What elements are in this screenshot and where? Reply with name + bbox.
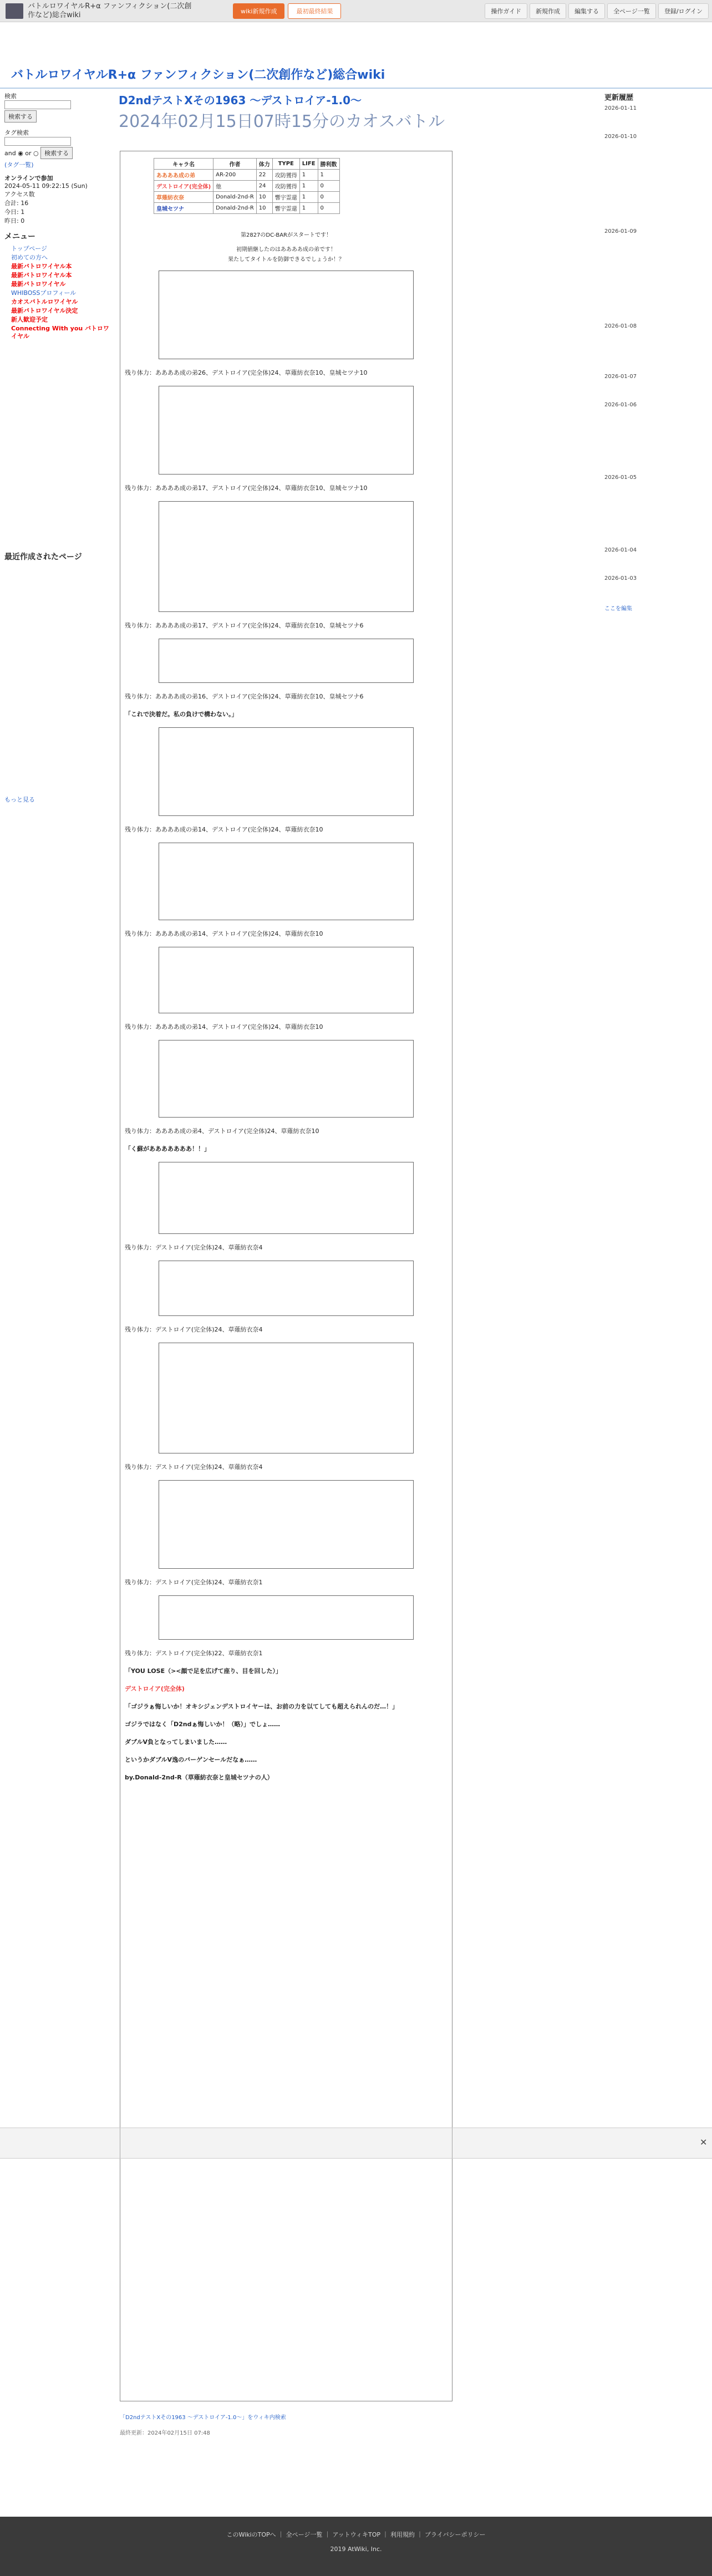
table-row: 草薙紡衣奈 Donald-2nd-R 10 響宇霊還 1 0 <box>154 192 340 203</box>
history-date: 2026-01-09 <box>604 228 637 234</box>
history-date: 2026-01-05 <box>604 475 637 481</box>
history-date: 2026-01-08 <box>604 323 637 329</box>
all-pages-button[interactable]: 全ページ一覧 <box>607 3 656 19</box>
update-history-title: 更新履歴 <box>604 94 634 102</box>
hp-status: 残り体力：ああああ成の弟14、デストロイア(完全体)24、草薙紡衣奈10 <box>125 826 323 833</box>
table-row: 皇城セツナ Donald-2nd-R 10 響宇霊還 1 0 <box>154 203 340 214</box>
hp-status: 残り体力：ああああ成の弟17、デストロイア(完全体)24、草薙紡衣奈10、皇城セツナ10 <box>125 484 368 492</box>
history-date: 2026-01-03 <box>604 575 637 581</box>
menu-item-latest-2[interactable]: 最新バトロワイヤル本 <box>11 272 72 279</box>
cat-quote: 「く蘇があああああああ！！」 <box>125 1145 210 1152</box>
menu-item-latest-1[interactable]: 最新バトロワイヤル本 <box>11 263 72 270</box>
last-updated: 最終更新：2024年02月15日 07:48 <box>120 2430 210 2436</box>
hp-status: 残り体力：ああああ成の弟16、デストロイア(完全体)24、草薙紡衣奈10、皇城セツナ6 <box>125 693 364 700</box>
hp-status: 残り体力：デストロイア(完全体)22、草薙紡衣奈1 <box>125 1650 263 1657</box>
menu-item-chaos[interactable]: カオスバトルロワイヤル <box>11 298 78 305</box>
col-type: TYPE <box>272 159 299 170</box>
footer-link-all-pages[interactable]: 全ページ一覧 <box>286 2531 323 2538</box>
menu-item-profile[interactable]: WHIBOSSプロフィール <box>11 289 77 297</box>
footer-link-terms[interactable]: 利用規約 <box>390 2531 415 2538</box>
table-row: ああああ成の弟 AR-200 22 攻防獲得 1 1 <box>154 170 340 181</box>
col-character: キャラ名 <box>154 159 213 170</box>
new-wiki-button[interactable]: wiki新規作成 <box>233 3 284 19</box>
battle-turn <box>159 1343 414 1453</box>
battle-log <box>120 151 452 2401</box>
tag-and-option[interactable]: and <box>4 150 16 157</box>
hp-status: 残り体力：ああああ成の弟26、デストロイア(完全体)24、草薙紡衣奈10、皇城セツナ10 <box>125 369 368 376</box>
login-button[interactable]: 登録/ログイン <box>658 3 709 19</box>
main-content <box>115 91 593 132</box>
table-row: デストロイア(完全体) 他 24 攻防獲得 1 0 <box>154 181 340 192</box>
hp-status: 残り体力：ああああ成の弟17、デストロイア(完全体)24、草薙紡衣奈10、皇城セツナ6 <box>125 622 364 629</box>
wiki-search-link[interactable]: 「D2ndテストXその1963 ～デストロイア-1.0～」をウィキ内検索 <box>120 2415 286 2421</box>
history-date: 2026-01-10 <box>604 134 637 140</box>
hp-status: 残り体力：デストロイア(完全体)24、草薙紡衣奈4 <box>125 1463 263 1471</box>
battle-turn <box>159 501 414 612</box>
new-page-button[interactable]: 新規作成 <box>530 3 566 19</box>
edit-button[interactable]: 編集する <box>568 3 605 19</box>
menu-item-top[interactable]: トップページ <box>11 245 48 252</box>
tag-or-option[interactable]: or <box>25 150 32 157</box>
history-date: 2026-01-07 <box>604 374 637 380</box>
site-title[interactable]: バトルロワイヤルR+α ファンフィクション(二次創作など)総合wiki <box>11 68 385 82</box>
battle-turn <box>159 947 414 1013</box>
close-icon[interactable]: ✕ <box>700 2137 708 2147</box>
access-today: 今日: 1 <box>4 208 25 216</box>
battle-turn <box>159 1595 414 1640</box>
menu-item-connecting[interactable]: Connecting With you バトロワイヤル <box>11 325 109 340</box>
hp-status: 残り体力：ああああ成の弟14、デストロイア(完全体)24、草薙紡衣奈10 <box>125 930 323 937</box>
battle-turn <box>159 1162 414 1234</box>
battle-turn <box>159 1040 414 1118</box>
intro: 第2827のDC-BARがスタートです！ 初期値継したのはああああ成の弟です！ 果たしてタイトルを防御できるでしょうか！？ <box>228 232 344 263</box>
site-name-line1: バトルロワイヤルR+α ファンフィクション(二次創 <box>28 2 192 11</box>
hp-status: 残り体力：デストロイア(完全体)24、草薙紡衣奈4 <box>125 1244 263 1251</box>
edit-sidebar-link[interactable]: ここを編集 <box>604 606 632 612</box>
ad-banner <box>0 2128 712 2159</box>
hp-status: 残り体力：ああああ成の弟4、デストロイア(完全体)24、草薙紡衣奈10 <box>125 1128 319 1135</box>
search-input[interactable] <box>4 100 71 109</box>
menu-item-latest-3[interactable]: 最新バトロワイヤル <box>11 280 66 288</box>
search-label: 検索 <box>4 93 17 100</box>
history-date: 2026-01-04 <box>604 547 637 553</box>
menu-item-beginners[interactable]: 初めての方へ <box>11 254 48 261</box>
guide-button[interactable]: 操作ガイド <box>485 3 527 19</box>
footer-link-privacy[interactable]: プライバシーポリシー <box>425 2531 486 2538</box>
menu-item-newcomer[interactable]: 新人歓迎予定 <box>11 316 48 323</box>
access-yesterday: 昨日: 0 <box>4 217 25 225</box>
result-button[interactable]: 最初最終結果 <box>288 3 341 19</box>
access-total: 合計: 16 <box>4 200 29 207</box>
page-header <box>0 22 712 89</box>
tag-search-button[interactable]: 検索する <box>40 147 73 159</box>
hp-status: 残り体力：デストロイア(完全体)24、草薙紡衣奈1 <box>125 1579 263 1586</box>
history-date: 2026-01-11 <box>604 105 637 111</box>
battle-turn <box>159 639 414 683</box>
hp-status: 残り体力：ああああ成の弟14、デストロイア(完全体)24、草薙紡衣奈10 <box>125 1023 323 1031</box>
closing-line-4: by.Donald-2nd-R（草薙紡衣奈と皇城セツナの人） <box>125 1774 273 1781</box>
winner-name: デストロイア(完全体) <box>125 1685 185 1692</box>
copyright: 2019 AtWiki, Inc. <box>330 2546 382 2553</box>
battle-turn <box>159 843 414 920</box>
closing-line-2: ダブルV負となってしまいました…… <box>125 1738 227 1746</box>
current-time: 2024-05-11 09:22:15 (Sun) <box>4 182 88 190</box>
col-hp: 体力 <box>256 159 272 170</box>
battle-turn <box>159 1261 414 1316</box>
online-title: オンラインで参加 <box>4 175 53 182</box>
footer-link-top[interactable]: このWikiのTOPへ <box>226 2531 276 2538</box>
tag-list-link[interactable]: (タグ一覧) <box>4 161 34 169</box>
setsuna-quote: 「これで決着だ。私の負けで構わない。」 <box>125 711 238 718</box>
page-title: D2ndテストXその1963 ～デストロイア-1.0～ <box>119 94 362 107</box>
battle-turn <box>159 271 414 359</box>
winner-quote: 「ゴジラぁ悔しいか！オキシジェンデストロイヤーは、お前の力を以てしても超えられんのだ…！」 <box>125 1703 399 1710</box>
recent-more-link[interactable]: もっと見る <box>4 796 35 803</box>
col-life: LIFE <box>299 159 318 170</box>
menu-item-decided[interactable]: 最新バトロワイヤル決定 <box>11 307 78 314</box>
recent-pages-title: 最近作成されたページ <box>4 553 82 562</box>
menu-list <box>4 245 111 340</box>
battle-turn <box>159 727 414 816</box>
page-subtitle: 2024年02月15日07時15分のカオスバトル <box>119 112 445 131</box>
participants-table <box>154 158 340 214</box>
battle-turn <box>159 386 414 475</box>
wiki-logo-icon <box>6 3 23 19</box>
page-footer: このWikiのTOPへ ｜ 全ページ一覧 ｜ アットウィキTOP ｜ 利用規約 ｜ プライバシーポリシー 2019 AtWiki, Inc. <box>0 2517 712 2576</box>
footer-link-atwiki[interactable]: アットウィキTOP <box>332 2531 381 2538</box>
hp-status: 残り体力：デストロイア(完全体)24、草薙紡衣奈4 <box>125 1326 263 1333</box>
left-sidebar: 検索 検索する タグ検索 and ◉ or ○ 検索する (タグ一覧) オンラインで参加 2024-05-11 09:22:15 (Sun) アクセス数 合計: 16 今日: 1 昨日: 0 メニュー トップページ 初めての方へ 最新バトロワイヤル本 最新バトロワイヤル本 最新バトロワイヤル WHIBOSSプロフィール カオスバトルロワイヤル 最新バトロワイヤル決定 新人歓迎予定 Connecting With you バトロワイヤル 最近作成されたページ もっと見る <box>4 91 111 804</box>
closing-line-3: というかダブルV逸のバーゲンセールだなぁ…… <box>125 1756 257 1763</box>
site-logo[interactable] <box>0 2 222 20</box>
right-sidebar <box>604 91 708 612</box>
tag-search-input[interactable] <box>4 137 71 146</box>
site-name-line2: 作など)総合wiki <box>28 11 81 19</box>
col-author: 作者 <box>213 159 257 170</box>
battle-turn <box>159 1480 414 1569</box>
history-date: 2026-01-06 <box>604 402 637 408</box>
menu-title: メニュー <box>4 232 35 241</box>
search-button[interactable]: 検索する <box>4 110 37 123</box>
tag-search-label: タグ検索 <box>4 129 29 136</box>
top-bar <box>0 0 712 22</box>
access-count-label: アクセス数 <box>4 191 35 198</box>
col-wins: 勝利数 <box>318 159 339 170</box>
final-quote: 「YOU LOSE（><顔で足を広げて座り、目を回した）」 <box>125 1667 282 1675</box>
closing-line-1: ゴジラではなく「D2ndぁ悔しいか！（略）」でしょ…… <box>125 1721 280 1728</box>
